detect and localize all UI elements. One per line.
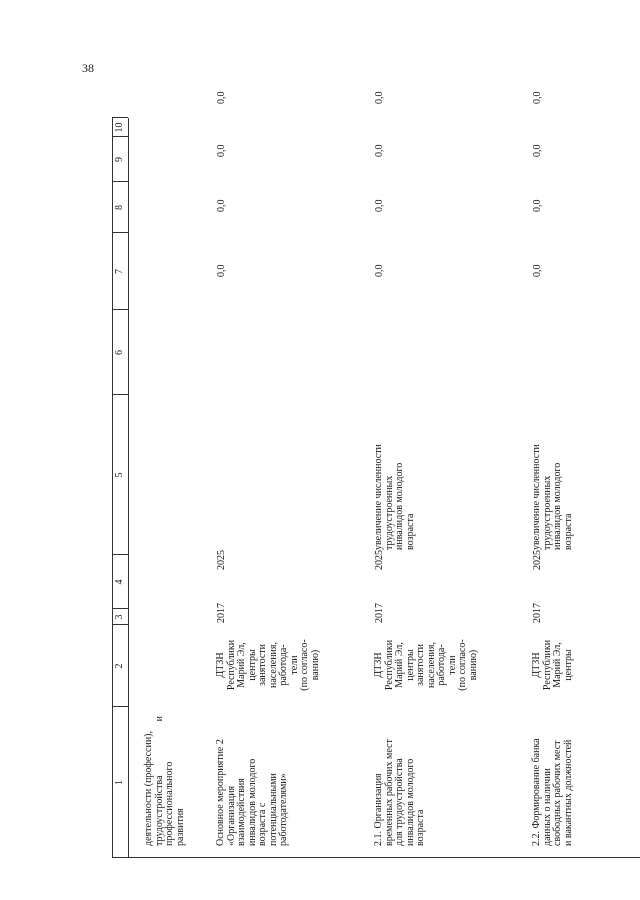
row-2-col-1: 2.1. Организация временных рабочих мест для трудоустройства инвалидов молодого возраста bbox=[373, 739, 426, 846]
header-col-5: 5 bbox=[114, 472, 125, 478]
row-2-col-9: 0,0 bbox=[374, 144, 385, 157]
row-1-col-2: ДТЗН Республики Марий Эл, центры занятости населения, работода- тели (по согласо- ванию) bbox=[215, 639, 321, 691]
row-1-col-1: Основное мероприятие 2 «Организация взаимодействия инвалидов молодого возраста с потенциальными работодателями» bbox=[215, 739, 289, 846]
row-3-result: увеличение численности трудоустроенных инвалидов молодого возраста bbox=[531, 444, 574, 550]
header-col-9: 9 bbox=[114, 157, 125, 162]
header-col-10: 10 bbox=[114, 122, 125, 133]
row-1-end-year: 2025 bbox=[216, 550, 227, 570]
row-1-start-year: 2017 bbox=[216, 603, 227, 623]
col-10-layer bbox=[0, 91, 640, 900]
row-1-col-7: 0,0 bbox=[216, 264, 227, 277]
page-number: 38 bbox=[82, 61, 94, 75]
row-2-col-10-value: 0,0 bbox=[374, 91, 385, 104]
row-3-col-9: 0,0 bbox=[532, 144, 543, 157]
row-3-col-1: 2.2. Формирование банка данных о наличии свободных рабочих мест и вакантных должностей bbox=[531, 738, 574, 846]
row-2-col-7: 0,0 bbox=[374, 264, 385, 277]
header-col-7: 7 bbox=[114, 269, 125, 274]
row-2-end-year: 2025 bbox=[374, 550, 385, 570]
row-1-col-8: 0,0 bbox=[216, 199, 227, 212]
row-3-col-7: 0,0 bbox=[532, 264, 543, 277]
row-1-col-10-value: 0,0 bbox=[216, 91, 227, 104]
row-3-end-year: 2025 bbox=[532, 550, 543, 570]
row-3-col-2: ДТЗН Республики Марий Эл, центры bbox=[531, 639, 574, 691]
row-3-col-10-value: 0,0 bbox=[532, 91, 543, 104]
row-3-col-8: 0,0 bbox=[532, 199, 543, 212]
header-col-1: 1 bbox=[114, 780, 125, 785]
continuation-text: деятельности (профессии), трудоустройства и профессионального развития bbox=[143, 716, 186, 846]
row-3-start-year: 2017 bbox=[532, 603, 543, 623]
row-1-col-9: 0,0 bbox=[216, 144, 227, 157]
header-col-6: 6 bbox=[114, 350, 125, 355]
header-col-4: 4 bbox=[114, 579, 125, 585]
header-col-2: 2 bbox=[114, 663, 125, 669]
row-2-col-2: ДТЗН Республики Марий Эл, центры занятости населения, работода- тели (по согласо- ванию) bbox=[373, 639, 479, 691]
row-2-result: увеличение численности трудоустроенных инвалидов молодого возраста bbox=[373, 444, 416, 550]
header-col-8: 8 bbox=[114, 205, 125, 210]
header-col-3: 3 bbox=[114, 614, 125, 620]
row-2-start-year: 2017 bbox=[374, 603, 385, 623]
row-2-col-8: 0,0 bbox=[374, 199, 385, 212]
